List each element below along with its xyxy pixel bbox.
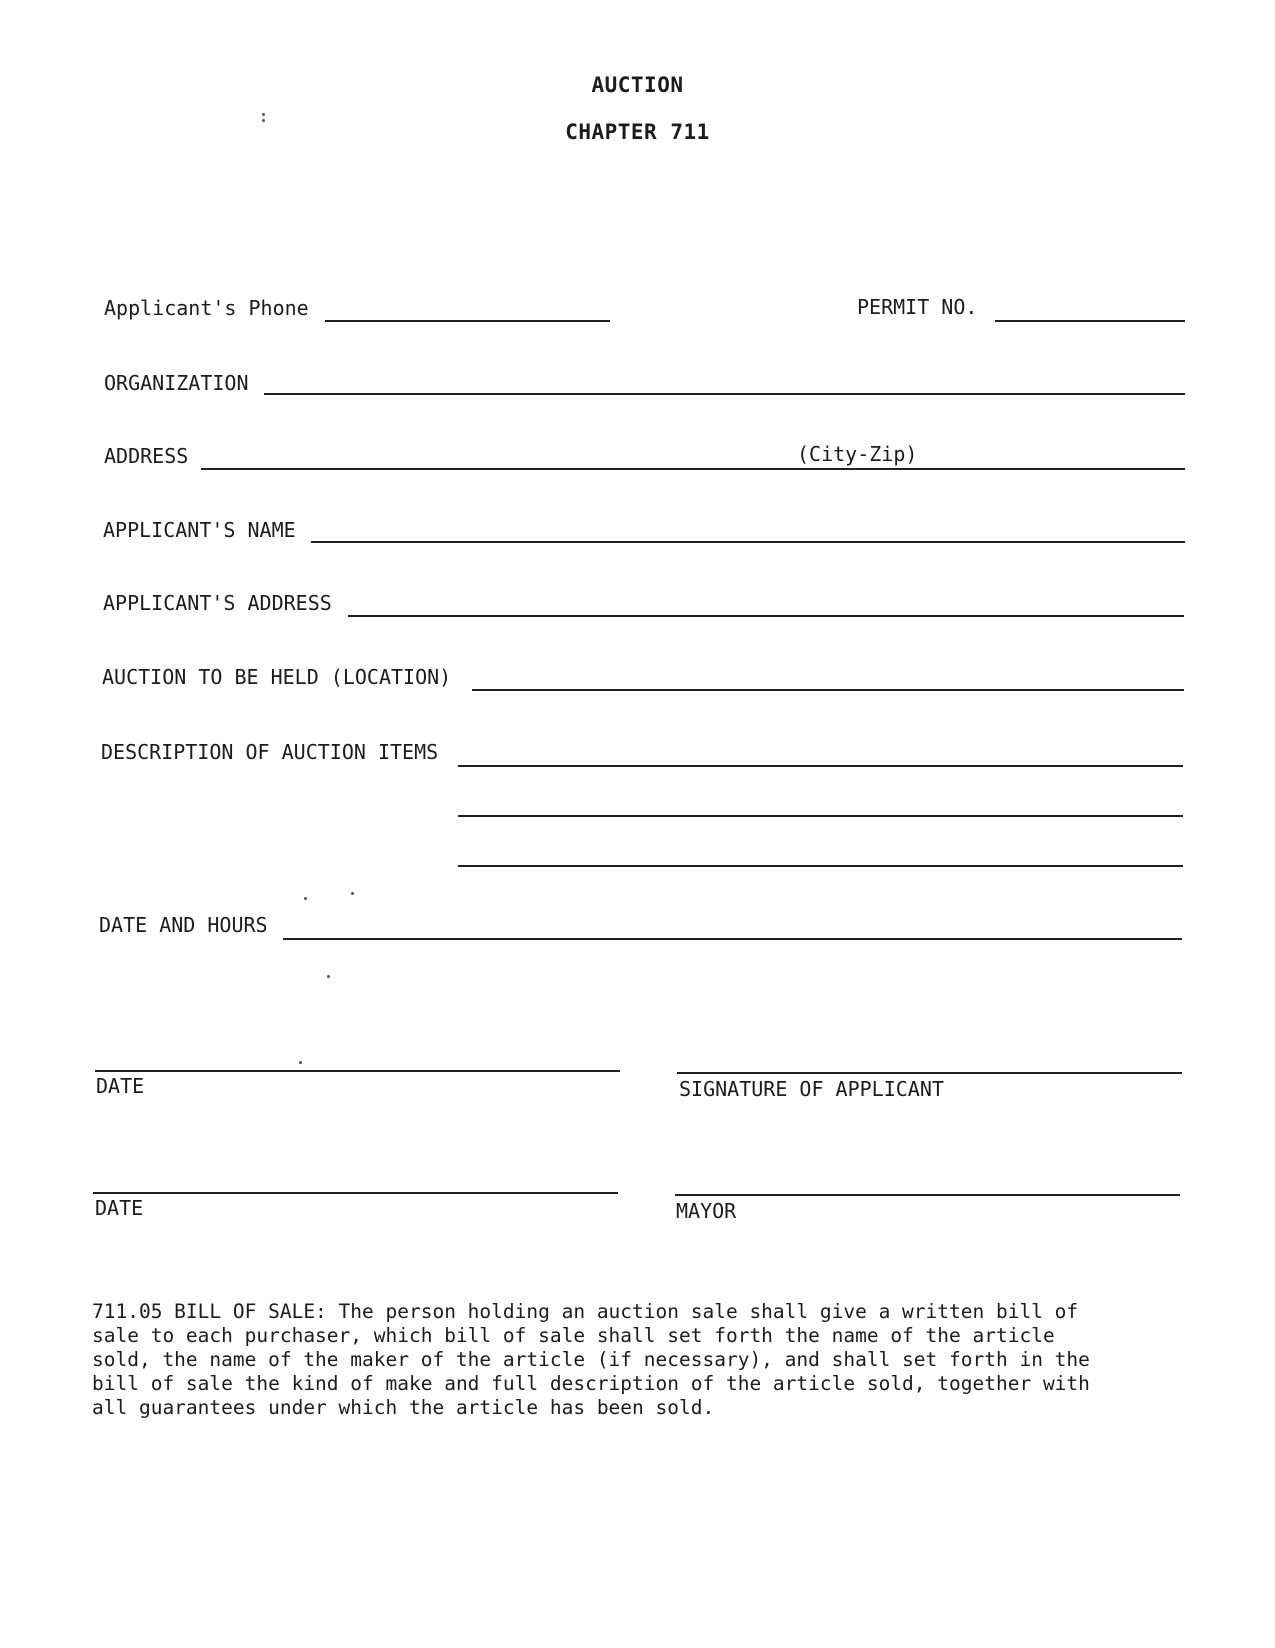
phone-field[interactable]: [325, 320, 610, 322]
city-zip-label: (City-Zip): [797, 442, 918, 466]
applicant-signature-line[interactable]: [677, 1072, 1182, 1074]
phone-label: Applicant's Phone: [104, 296, 309, 320]
bill-of-sale-paragraph: 711.05 BILL OF SALE: The person holding an auction sale shall give a written bill of sale to each purchaser, which bill of sale shall set forth the name of the article sold, the name of the maker of the article (if necessary), and shall set forth in the bill of sale the kind of make and full description of the article sold, together with all guarantees under which the article has been sold.: [92, 1300, 1090, 1419]
location-field[interactable]: [472, 689, 1184, 691]
date-signature-line-2[interactable]: [93, 1192, 618, 1194]
organization-field[interactable]: [264, 393, 1185, 395]
scan-speck: [304, 897, 307, 900]
description-field-line-3[interactable]: [458, 865, 1183, 867]
permit-field[interactable]: [995, 320, 1185, 322]
chapter-title: CHAPTER 711: [565, 120, 710, 144]
date-label-1: DATE: [96, 1074, 145, 1098]
permit-label: PERMIT NO.: [857, 295, 978, 319]
date-hours-field[interactable]: [283, 938, 1182, 940]
location-label: AUCTION TO BE HELD (LOCATION): [102, 665, 452, 689]
mayor-signature-line[interactable]: [675, 1194, 1180, 1196]
address-label: ADDRESS: [104, 444, 189, 468]
applicant-address-label: APPLICANT'S ADDRESS: [103, 591, 332, 615]
scan-speck: [262, 113, 265, 116]
description-label: DESCRIPTION OF AUCTION ITEMS: [101, 740, 439, 764]
scan-speck: [351, 892, 354, 895]
date-signature-line-1[interactable]: [95, 1070, 620, 1072]
description-field-line-2[interactable]: [458, 815, 1183, 817]
organization-label: ORGANIZATION: [104, 371, 249, 395]
date-hours-label: DATE AND HOURS: [99, 913, 268, 937]
applicant-address-field[interactable]: [348, 615, 1184, 617]
applicant-signature-label: SIGNATURE OF APPLICANT: [679, 1077, 944, 1101]
description-field-line-1[interactable]: [458, 765, 1183, 767]
date-label-2: DATE: [95, 1196, 144, 1220]
address-field[interactable]: [201, 468, 1185, 470]
scan-speck: [299, 1061, 302, 1064]
form-title: AUCTION: [591, 73, 684, 97]
scan-speck: [327, 975, 330, 978]
mayor-label: MAYOR: [676, 1199, 737, 1223]
scan-speck: [262, 119, 265, 122]
applicant-name-field[interactable]: [311, 541, 1185, 543]
applicant-name-label: APPLICANT'S NAME: [103, 518, 296, 542]
